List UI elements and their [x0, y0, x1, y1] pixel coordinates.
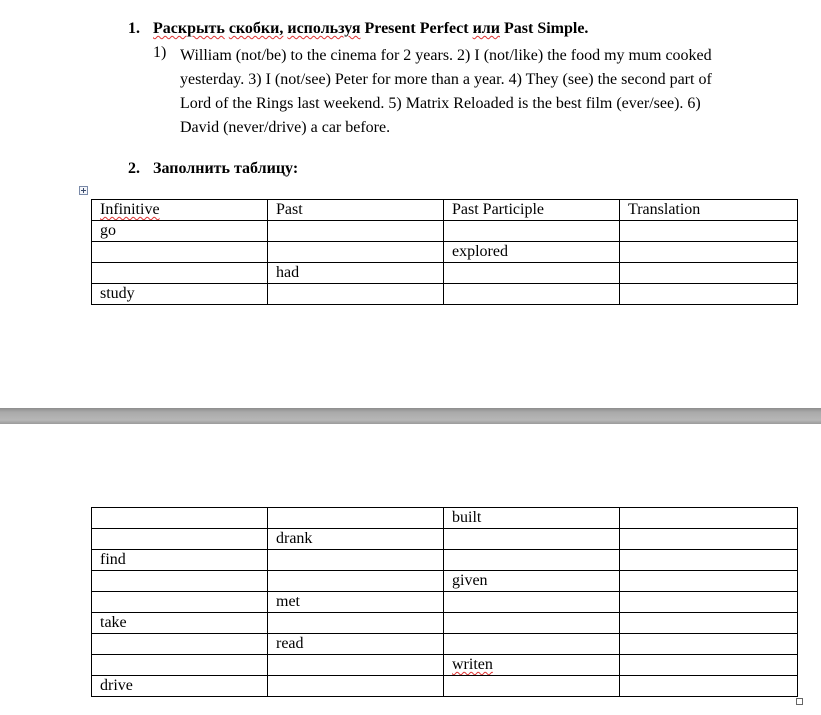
table-cell[interactable] — [444, 284, 620, 305]
table-cell[interactable] — [268, 242, 444, 263]
table-cell[interactable] — [268, 221, 444, 242]
table-cell[interactable] — [620, 529, 798, 550]
table-header-row — [92, 200, 798, 221]
table-cell[interactable] — [268, 571, 444, 592]
task1-line: David (never/drive) a car before. — [180, 119, 391, 136]
table-row — [92, 676, 798, 697]
page-break-separator — [0, 408, 821, 424]
task2-heading — [128, 160, 298, 178]
task1-heading — [128, 20, 588, 38]
table-row — [92, 242, 798, 263]
table-cell[interactable] — [620, 613, 798, 634]
table-row — [92, 284, 798, 305]
table-cell[interactable]: find — [92, 550, 268, 571]
table-cell[interactable] — [92, 263, 268, 284]
task2-number: 2. — [128, 160, 140, 177]
header-cell[interactable] — [92, 200, 268, 221]
table-row — [92, 550, 798, 571]
heading-word: Present Perfect — [364, 20, 469, 37]
table-cell[interactable] — [444, 655, 620, 676]
header-infinitive: Infinitive — [100, 201, 160, 218]
table-cell[interactable] — [268, 676, 444, 697]
table-cell[interactable] — [620, 508, 798, 529]
header-cell[interactable]: Translation — [620, 200, 798, 221]
table-cell[interactable] — [444, 613, 620, 634]
table-cell[interactable] — [268, 655, 444, 676]
task1-item-number: 1) — [153, 44, 167, 61]
table-cell[interactable] — [444, 263, 620, 284]
table-cell[interactable] — [620, 571, 798, 592]
table-cell[interactable]: go — [92, 221, 268, 242]
header-cell[interactable]: Past — [268, 200, 444, 221]
table-row — [92, 655, 798, 676]
table-cell[interactable] — [268, 508, 444, 529]
table-cell[interactable]: built — [444, 508, 620, 529]
header-cell[interactable]: Past Participle — [444, 200, 620, 221]
table-cell[interactable] — [444, 550, 620, 571]
table-cell[interactable]: take — [92, 613, 268, 634]
table-move-handle-icon[interactable] — [79, 186, 88, 195]
table-row — [92, 529, 798, 550]
table-cell[interactable] — [92, 242, 268, 263]
table-cell[interactable] — [92, 592, 268, 613]
table-cell[interactable] — [92, 655, 268, 676]
table-cell[interactable]: read — [268, 634, 444, 655]
table-cell[interactable] — [620, 263, 798, 284]
task1-number: 1. — [128, 20, 140, 37]
heading-word: используя — [287, 20, 361, 37]
table-row — [92, 571, 798, 592]
table-cell[interactable] — [444, 221, 620, 242]
table-row — [92, 221, 798, 242]
table-cell[interactable]: drank — [268, 529, 444, 550]
table-cell[interactable]: given — [444, 571, 620, 592]
table-cell[interactable] — [268, 613, 444, 634]
table-cell[interactable] — [444, 529, 620, 550]
table-cell[interactable] — [620, 221, 798, 242]
table-cell[interactable] — [620, 592, 798, 613]
table-cell[interactable] — [92, 508, 268, 529]
table-row — [92, 592, 798, 613]
task1-line: William (not/be) to the cinema for 2 years. 2) I (not/like) the food my mum cooked — [180, 47, 712, 64]
table-resize-handle-icon[interactable] — [796, 698, 803, 705]
verb-table-continued — [91, 507, 798, 697]
table-cell[interactable] — [620, 550, 798, 571]
table-cell[interactable]: drive — [92, 676, 268, 697]
table-cell[interactable] — [620, 655, 798, 676]
table-cell[interactable] — [268, 550, 444, 571]
table-row — [92, 613, 798, 634]
task1-line: Lord of the Rings last weekend. 5) Matrix Reloaded is the best film (ever/see). 6) — [180, 95, 701, 112]
table-cell[interactable]: met — [268, 592, 444, 613]
task1-line: yesterday. 3) I (not/see) Peter for more than a year. 4) They (see) the second part of — [180, 71, 712, 88]
heading-word: Раскрыть — [153, 20, 225, 37]
table-cell[interactable]: had — [268, 263, 444, 284]
table-cell[interactable] — [444, 676, 620, 697]
table-cell[interactable] — [444, 634, 620, 655]
table-cell[interactable] — [620, 676, 798, 697]
table-cell[interactable] — [620, 634, 798, 655]
table-cell[interactable]: study — [92, 284, 268, 305]
table-row — [92, 263, 798, 284]
table-cell[interactable] — [92, 529, 268, 550]
table-cell[interactable] — [620, 242, 798, 263]
task1-text — [180, 44, 712, 140]
misspelled-word: writen — [452, 656, 493, 673]
heading-word: или — [472, 20, 500, 37]
heading-word: Past Simple. — [503, 20, 589, 37]
table-cell[interactable] — [620, 284, 798, 305]
verb-table-top — [91, 199, 798, 305]
table-cell[interactable] — [268, 284, 444, 305]
task2-heading-text: Заполнить таблицу: — [153, 160, 299, 177]
table-cell[interactable]: explored — [444, 242, 620, 263]
table-row — [92, 508, 798, 529]
table-cell[interactable] — [444, 592, 620, 613]
table-row — [92, 634, 798, 655]
table-cell[interactable] — [92, 634, 268, 655]
table-cell[interactable] — [92, 571, 268, 592]
heading-word: скобки, — [228, 20, 284, 37]
